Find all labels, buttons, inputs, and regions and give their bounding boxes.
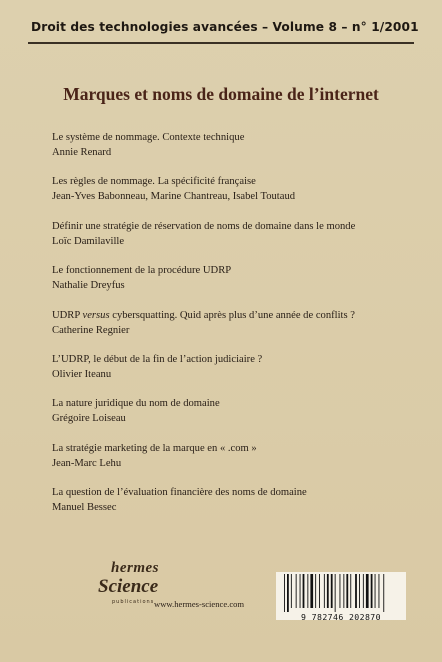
chapter-author: Catherine Regnier [52,324,130,336]
toc-entry [52,174,422,204]
chapter-title: Définir une stratégie de réservation de noms de domaine dans le monde [52,220,356,232]
barcode-bar [350,574,351,608]
barcode-bar [327,574,329,608]
barcode-bar [340,574,341,608]
chapter-author: Grégoire Loiseau [52,413,126,425]
chapter-title-part: UDRP [52,309,83,321]
barcode-bar [383,574,384,612]
barcode-bar [287,574,289,612]
toc-entry [52,485,422,515]
barcode-bar [319,574,320,608]
chapter-title: L’UDRP, le début de la fin de l’action judiciaire ? [52,353,263,365]
barcode-bar [315,574,316,608]
chapter-title-part: cybersquatting. Quid après plus d’une année de conflits ? [109,309,355,321]
series-title: Droit des technologies avancées – Volume 8 – n° 1/2001 [31,20,419,34]
toc-entry [52,263,422,293]
series-header [28,14,419,44]
barcode-bar [335,574,336,612]
toc-entry [52,441,422,471]
toc-entry [52,396,422,426]
barcode-bar [303,574,305,608]
barcode-bar [346,574,348,608]
barcode-bar [359,574,360,608]
chapter-title: La nature juridique du nom de domaine [52,398,220,410]
chapter-title: Les règles de nommage. La spécificité française [52,176,256,188]
publisher-logo [96,560,159,612]
barcode-bar [296,574,297,608]
barcode-bars [282,574,400,612]
logo-text-science: Science [98,576,159,597]
chapter-title [52,308,422,323]
chapter-title: La question de l’évaluation financière des noms de domaine [52,487,307,499]
barcode-bar [379,574,380,608]
barcode-bar [307,574,308,608]
barcode-bar [310,574,313,608]
toc-entry [52,219,422,249]
toc-entry [52,130,422,160]
chapter-author: Loïc Damilaville [52,235,125,247]
chapter-author: Annie Renard [52,147,112,158]
barcode-bar [375,574,376,608]
logo-text-hermes: hermes [111,560,159,576]
barcode-bar [284,574,285,612]
chapter-author: Nathalie Dreyfus [52,280,125,292]
chapter-author: Manuel Bessec [52,502,117,514]
chapter-title: Le système de nommage. Contexte technique [52,132,245,143]
barcode [276,572,406,620]
barcode-bar [324,574,325,608]
barcode-bar [355,574,357,608]
isbn-number: 9 782746 202870 [301,612,381,622]
barcode-bar [343,574,344,608]
chapter-title: Le fonctionnement de la procédure UDRP [52,265,232,277]
barcode-bar [291,574,292,608]
toc-entry [52,352,422,382]
logo-text-publications: publications [112,599,155,605]
chapter-author: Jean-Yves Babonneau, Marine Chantreau, Isabel Toutaud [52,191,296,203]
table-of-contents [52,130,422,530]
barcode-bar [371,574,373,608]
barcode-bar [366,574,369,608]
chapter-author: Jean-Marc Lehu [52,457,122,469]
book-title: Marques et noms de domaine de l’internet [63,84,379,104]
barcode-bar [363,574,364,608]
chapter-title-emphasis: versus [82,309,110,321]
publisher-url: www.hermes-science.com [154,599,245,609]
chapter-author: Olivier Iteanu [52,368,112,380]
barcode-bar [331,574,333,608]
chapter-title: La stratégie marketing de la marque en « .com » [52,442,257,454]
toc-entry [52,308,422,338]
barcode-bar [300,574,301,608]
